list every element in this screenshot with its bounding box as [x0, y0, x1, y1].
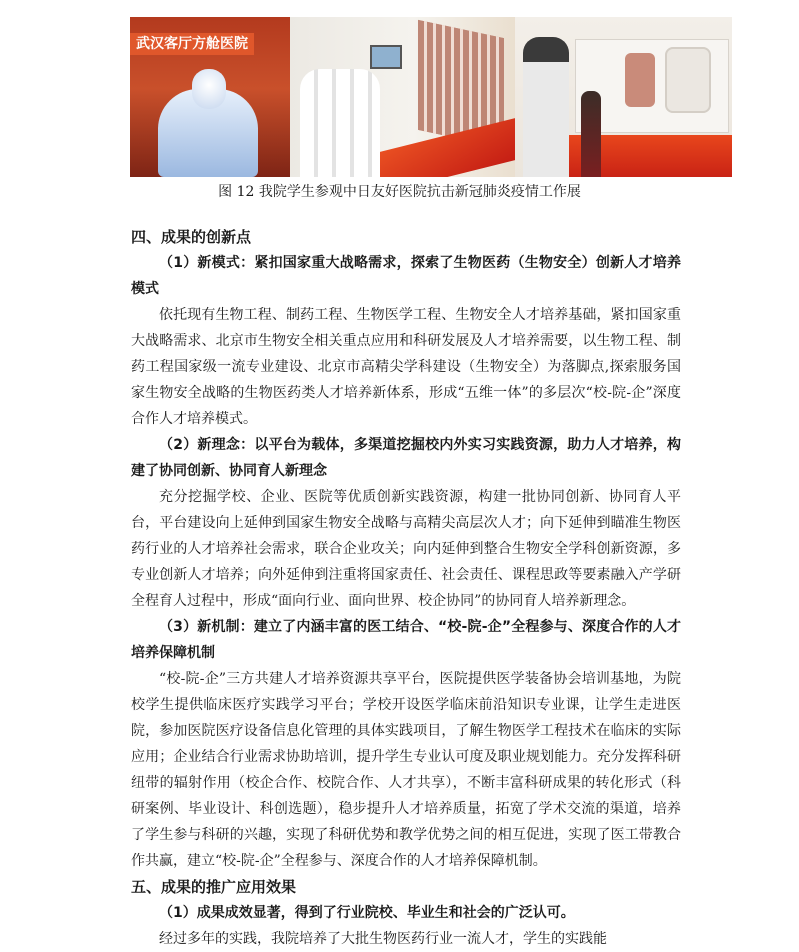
- photo-display-case: [515, 17, 732, 177]
- item-title: （2）新理念：以平台为载体，多渠道挖掘校内外实习实践资源，助力人才培养，构建了协同创新、协同育人新理念: [131, 437, 681, 479]
- item-body: “校-院-企”三方共建人才培养资源共享平台，医院提供医学装备协会培训基地，为院校学生提供临床医疗实践学习平台；学校开设医学临床前沿知识专业课，让学生走进医院，参加医院医疗设备信息化管理的具体实践项目，了解生物医学工程技术在临床的实际应用；企业结合行业需求协助培训，提升学生专业认可度及职业规划能力。充分发挥科研纽带的辐射作用（校企合作、校院合作、人才共享），不断丰富科研成果的转化形式（科研案例、毕业设计、科创选题），稳步提升人才培养质量，拓宽了学术交流的渠道，培养了学生参与科研的兴趣，实现了科研优势和教学优势之间的相互促进，实现了医工带教合作共赢，建立“校-院-企”全程参与、深度合作的人才培养保障机制。: [131, 671, 681, 869]
- figure-caption: 图 12 我院学生参观中日友好医院抗击新冠肺炎疫情工作展: [218, 184, 581, 200]
- item-body: 充分挖掘学校、企业、医院等优质创新实践资源，构建一批协同创新、协同育人平台，平台建设向上延伸到国家生物安全战略与高精尖高层次人才；向下延伸到瞄准生物医药行业的人才培养社会需求，联合企业攻关；向内延伸到整合生物安全学科创新资源，多专业创新人才培养；向外延伸到注重将国家责任、社会责任、课程思政等要素融入产学研全程育人过程中，形成“面向行业、面向世界、校企协同”的协同育人培养新理念。: [131, 489, 681, 609]
- visitor-photographing: [523, 37, 569, 177]
- main-text: [131, 224, 681, 952]
- item-body: 依托现有生物工程、制药工程、生物医学工程、生物安全人才培养基础，紧扣国家重大战略需求、北京市生物安全相关重点应用和科研发展及人才培养需要，以生物工程、制药工程国家级一流专业建设、北京市高精尖学科建设（生物安全）为落脚点,探索服务国家生物安全战略的生物医药类人才培养新体系，形成“五维一体”的多层次“校-院-企”深度合作人才培养模式。: [131, 307, 681, 427]
- exhibit-protective-suit: [665, 47, 711, 113]
- section-heading: 五、成果的推广应用效果: [131, 878, 297, 896]
- photo-cabin-hospital: [130, 17, 290, 177]
- visitor-group: [300, 69, 380, 177]
- visitor-standing: [581, 91, 601, 177]
- photo-exhibition-wall: [290, 17, 515, 177]
- item-title: （1）成果成效显著，得到了行业院校、毕业生和社会的广泛认可。: [159, 905, 575, 921]
- display-screen: [370, 45, 402, 69]
- exhibit-garment: [625, 53, 655, 107]
- item-title: （1）新模式：紧扣国家重大战略需求，探索了生物医药（生物安全）创新人才培养模式: [131, 255, 681, 297]
- item-body: 经过多年的实践，我院培养了大批生物医药行业一流人才，学生的实践能: [159, 931, 607, 947]
- item-title: （3）新机制：建立了内涵丰富的医工结合、“校-院-企”全程参与、深度合作的人才培养保障机制: [131, 619, 681, 661]
- red-banner: [545, 135, 732, 177]
- photo-sign: 武汉客厅方舱医院: [130, 33, 254, 55]
- protective-hood-figure: [192, 69, 226, 109]
- photo-strip: [130, 17, 732, 177]
- section-heading: 四、成果的创新点: [131, 228, 252, 246]
